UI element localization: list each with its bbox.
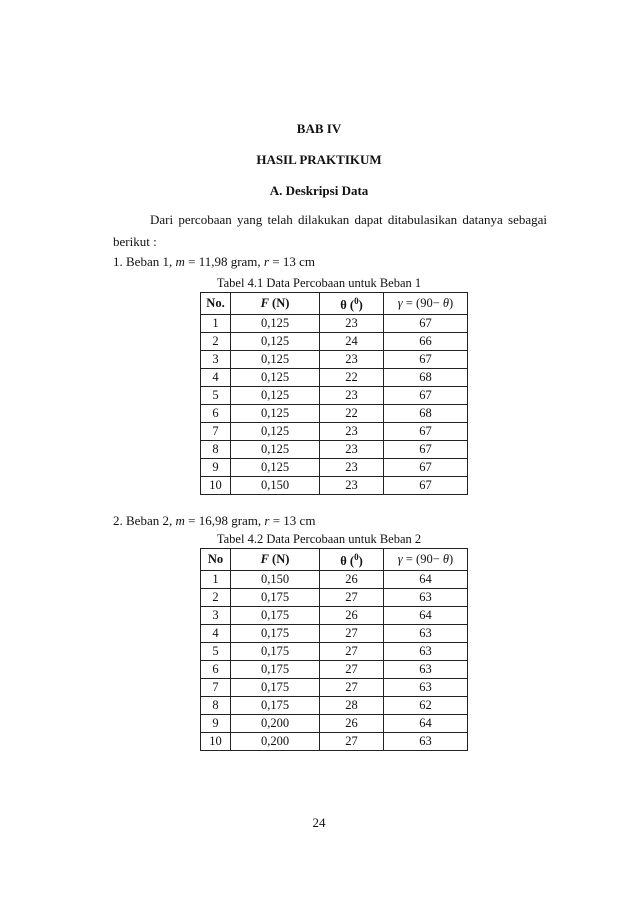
table-row bbox=[201, 607, 468, 625]
table-row bbox=[201, 315, 468, 333]
intro-paragraph bbox=[113, 209, 547, 253]
table-cell: 6 bbox=[201, 661, 231, 679]
table-cell: 26 bbox=[320, 715, 384, 733]
table-cell: 0,175 bbox=[231, 679, 320, 697]
table-row bbox=[201, 441, 468, 459]
table-cell: 66 bbox=[384, 333, 468, 351]
table-row bbox=[201, 571, 468, 589]
table-cell: 0,175 bbox=[231, 607, 320, 625]
table-cell: 67 bbox=[384, 387, 468, 405]
table-cell: 2 bbox=[201, 589, 231, 607]
table-1-header-theta: θ ($^0$) bbox=[320, 293, 384, 315]
table-cell: 63 bbox=[384, 643, 468, 661]
table-2 bbox=[200, 548, 468, 751]
table-cell: 68 bbox=[384, 369, 468, 387]
table-cell: 0,150 bbox=[231, 477, 320, 495]
table-cell: 0,200 bbox=[231, 715, 320, 733]
table-cell: 67 bbox=[384, 315, 468, 333]
table-cell: 0,125 bbox=[231, 315, 320, 333]
table-cell: 67 bbox=[384, 477, 468, 495]
table-row bbox=[201, 715, 468, 733]
table-cell: 23 bbox=[320, 387, 384, 405]
table-row bbox=[201, 369, 468, 387]
table-row bbox=[201, 733, 468, 751]
intro-line-2: berikut : bbox=[113, 234, 157, 249]
table-cell: 0,125 bbox=[231, 459, 320, 477]
chapter-title: HASIL PRAKTIKUM bbox=[256, 152, 382, 167]
table-cell: 2 bbox=[201, 333, 231, 351]
table-2-header-force: F (N) bbox=[231, 549, 320, 571]
table-2-header-row bbox=[201, 549, 468, 571]
table-cell: 3 bbox=[201, 607, 231, 625]
table-cell: 63 bbox=[384, 733, 468, 751]
table-cell: 67 bbox=[384, 351, 468, 369]
table-cell: 64 bbox=[384, 571, 468, 589]
table-row bbox=[201, 405, 468, 423]
table-cell: 0,175 bbox=[231, 643, 320, 661]
table-cell: 67 bbox=[384, 459, 468, 477]
table-cell: 0,150 bbox=[231, 571, 320, 589]
table-cell: 23 bbox=[320, 423, 384, 441]
table-cell: 63 bbox=[384, 661, 468, 679]
table-row bbox=[201, 459, 468, 477]
load-1-r-symbol: r bbox=[263, 254, 269, 269]
load-2-r-symbol: r bbox=[264, 513, 270, 528]
table-cell: 5 bbox=[201, 643, 231, 661]
load-1-description bbox=[113, 254, 315, 270]
table-cell: 28 bbox=[320, 697, 384, 715]
table-cell: 9 bbox=[201, 715, 231, 733]
table-cell: 6 bbox=[201, 405, 231, 423]
table-cell: 27 bbox=[320, 625, 384, 643]
table-row bbox=[201, 589, 468, 607]
table-cell: 64 bbox=[384, 607, 468, 625]
table-cell: 64 bbox=[384, 715, 468, 733]
table-cell: 0,175 bbox=[231, 697, 320, 715]
table-cell: 0,125 bbox=[231, 423, 320, 441]
table-cell: 23 bbox=[320, 351, 384, 369]
table-cell: 27 bbox=[320, 733, 384, 751]
table-cell: 10 bbox=[201, 477, 231, 495]
table-cell: 7 bbox=[201, 423, 231, 441]
load-2-r-value: = 13 cm bbox=[269, 513, 316, 528]
table-cell: 1 bbox=[201, 571, 231, 589]
table-cell: 67 bbox=[384, 441, 468, 459]
table-row bbox=[201, 625, 468, 643]
table-row bbox=[201, 423, 468, 441]
table-row bbox=[201, 679, 468, 697]
table-cell: 0,125 bbox=[231, 369, 320, 387]
load-2-m-symbol: m bbox=[175, 513, 185, 528]
load-2-m-value: = 16,98 gram, bbox=[184, 513, 265, 528]
table-row bbox=[201, 333, 468, 351]
table-cell: 3 bbox=[201, 351, 231, 369]
table-cell: 27 bbox=[320, 643, 384, 661]
table-row bbox=[201, 477, 468, 495]
table-cell: 0,175 bbox=[231, 625, 320, 643]
section-heading: A. Deskripsi Data bbox=[269, 183, 369, 198]
load-1-m-value: = 11,98 gram, bbox=[184, 254, 264, 269]
table-cell: 68 bbox=[384, 405, 468, 423]
table-cell: 4 bbox=[201, 369, 231, 387]
table-cell: 26 bbox=[320, 571, 384, 589]
table-row bbox=[201, 351, 468, 369]
table-cell: 23 bbox=[320, 441, 384, 459]
chapter-heading: BAB IV bbox=[296, 121, 342, 136]
table-cell: 0,125 bbox=[231, 405, 320, 423]
table-2-caption: Tabel 4.2 Data Percobaan untuk Beban 2 bbox=[216, 532, 422, 546]
table-cell: 62 bbox=[384, 697, 468, 715]
table-cell: 0,125 bbox=[231, 441, 320, 459]
table-row bbox=[201, 643, 468, 661]
table-cell: 22 bbox=[320, 405, 384, 423]
table-1-header-force: F (N) bbox=[231, 293, 320, 315]
table-cell: 63 bbox=[384, 679, 468, 697]
table-cell: 9 bbox=[201, 459, 231, 477]
table-cell: 67 bbox=[384, 423, 468, 441]
table-cell: 27 bbox=[320, 589, 384, 607]
intro-line-1: Dari percobaan yang telah dilakukan dapat ditabulasikan datanya sebagai bbox=[150, 212, 547, 227]
table-cell: 63 bbox=[384, 589, 468, 607]
table-2-header-theta: θ ($^0$) bbox=[320, 549, 384, 571]
table-1-header-no: No. bbox=[201, 293, 231, 315]
table-cell: 0,125 bbox=[231, 333, 320, 351]
table-cell: 24 bbox=[320, 333, 384, 351]
table-cell: 0,175 bbox=[231, 589, 320, 607]
table-cell: 10 bbox=[201, 733, 231, 751]
table-1-header-gamma: γ = (90− θ) bbox=[384, 293, 468, 315]
table-cell: 27 bbox=[320, 661, 384, 679]
table-2-body bbox=[201, 571, 468, 751]
table-cell: 27 bbox=[320, 679, 384, 697]
table-cell: 63 bbox=[384, 625, 468, 643]
table-1-caption: Tabel 4.1 Data Percobaan untuk Beban 1 bbox=[216, 276, 422, 290]
table-cell: 22 bbox=[320, 369, 384, 387]
table-row bbox=[201, 387, 468, 405]
table-cell: 23 bbox=[320, 459, 384, 477]
table-cell: 1 bbox=[201, 315, 231, 333]
table-1 bbox=[200, 292, 468, 495]
table-2-header-no: No bbox=[201, 549, 231, 571]
page-number: 24 bbox=[312, 815, 326, 830]
load-1-prefix: 1. Beban 1, bbox=[113, 254, 176, 269]
table-cell: 7 bbox=[201, 679, 231, 697]
load-1-m-symbol: m bbox=[175, 254, 185, 269]
load-2-prefix: 2. Beban 2, bbox=[113, 513, 176, 528]
table-cell: 23 bbox=[320, 477, 384, 495]
table-cell: 26 bbox=[320, 607, 384, 625]
table-cell: 0,125 bbox=[231, 351, 320, 369]
table-cell: 0,125 bbox=[231, 387, 320, 405]
load-1-r-value: = 13 cm bbox=[268, 254, 315, 269]
table-cell: 8 bbox=[201, 697, 231, 715]
table-cell: 5 bbox=[201, 387, 231, 405]
table-cell: 0,175 bbox=[231, 661, 320, 679]
load-2-description bbox=[113, 513, 315, 529]
table-cell: 4 bbox=[201, 625, 231, 643]
table-cell: 0,200 bbox=[231, 733, 320, 751]
table-row bbox=[201, 697, 468, 715]
table-1-body bbox=[201, 315, 468, 495]
table-1-header-row bbox=[201, 293, 468, 315]
table-row bbox=[201, 661, 468, 679]
table-2-header-gamma: γ = (90− θ) bbox=[384, 549, 468, 571]
table-cell: 23 bbox=[320, 315, 384, 333]
table-cell: 8 bbox=[201, 441, 231, 459]
